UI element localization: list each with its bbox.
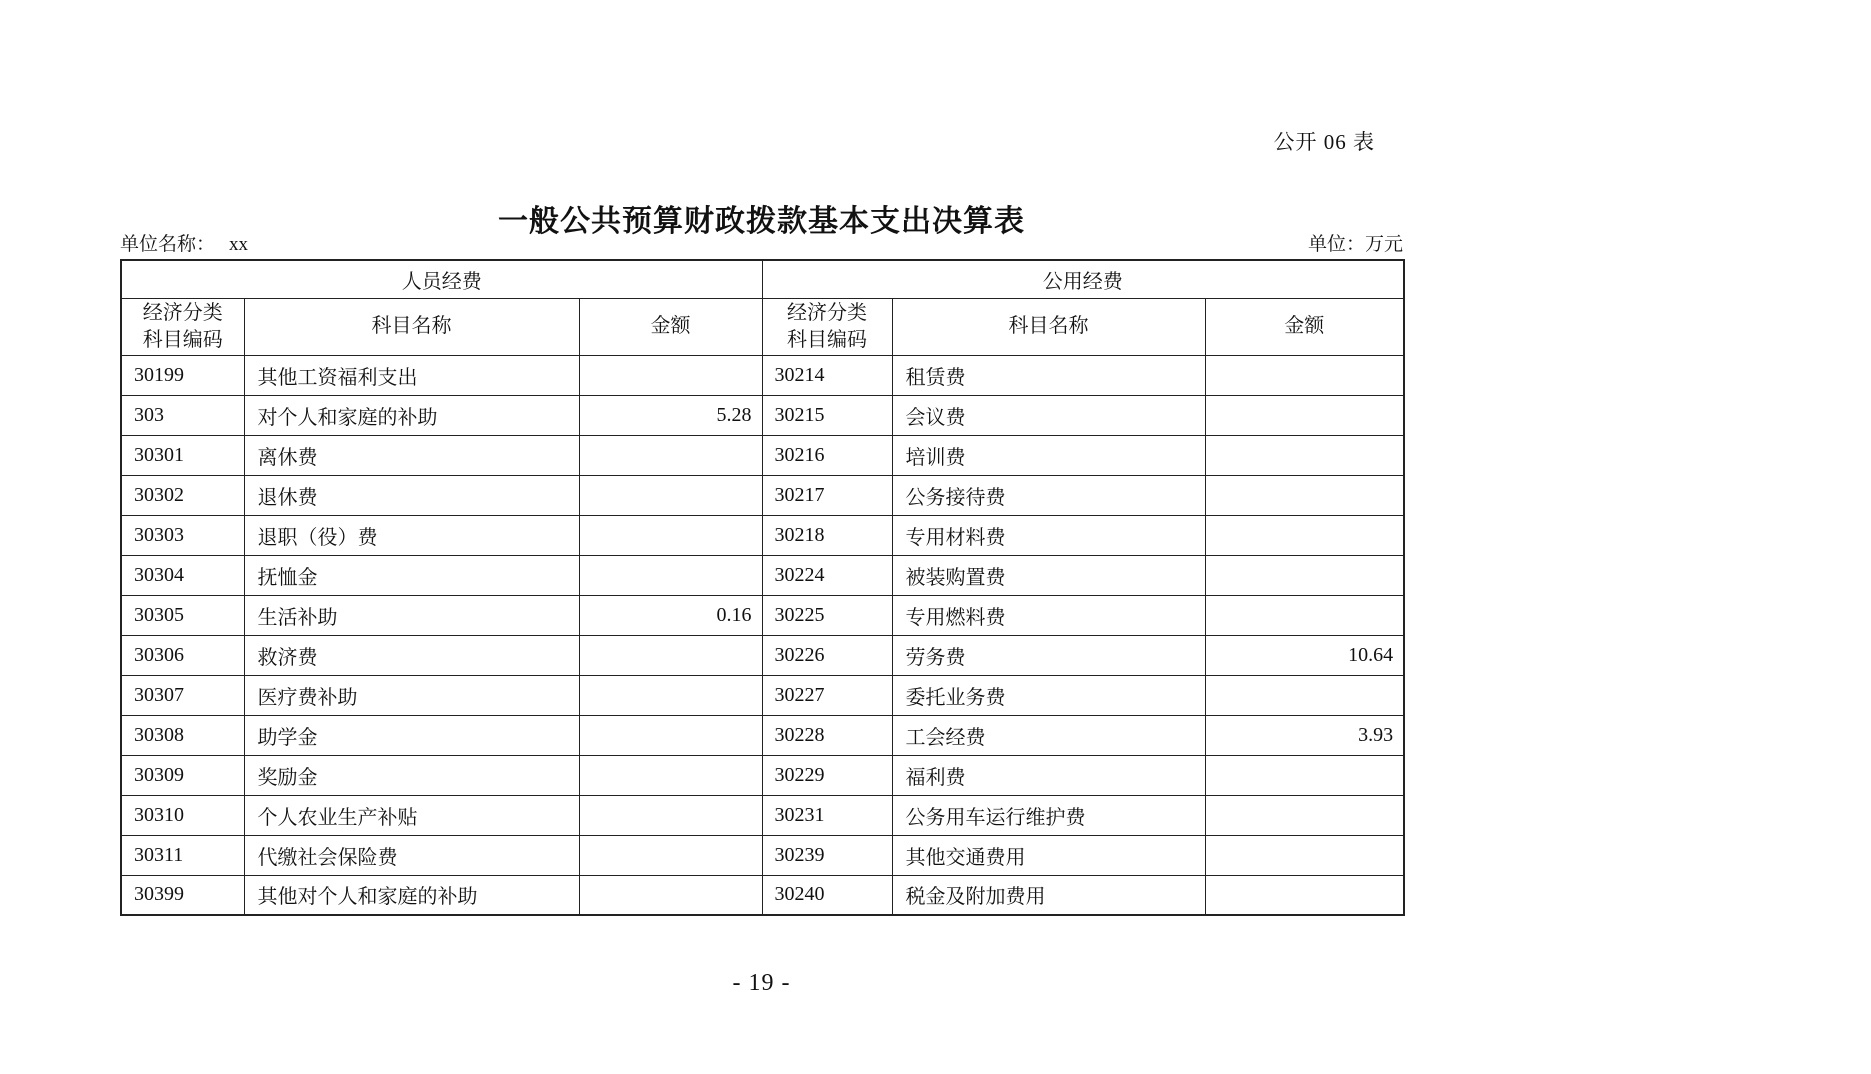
cell-code: 30226 — [762, 635, 892, 675]
cell-name: 专用燃料费 — [892, 595, 1205, 635]
cell-code: 30217 — [762, 475, 892, 515]
cell-amount — [579, 555, 762, 595]
cell-name: 救济费 — [244, 635, 579, 675]
page-number: - 19 - — [732, 970, 791, 996]
cell-code: 30307 — [121, 675, 244, 715]
cell-amount — [579, 435, 762, 475]
unit-name — [120, 229, 248, 256]
col-header-code-line2: 科目编码 — [142, 328, 223, 351]
cell-amount — [579, 635, 762, 675]
group-header-personnel: 人员经费 — [121, 260, 762, 298]
cell-name: 福利费 — [892, 755, 1205, 795]
page-title: 一般公共预算财政拨款基本支出决算表 — [498, 205, 1025, 238]
cell-code: 30214 — [762, 355, 892, 395]
cell-code: 30304 — [121, 555, 244, 595]
cell-amount — [1205, 595, 1404, 635]
cell-name: 公务用车运行维护费 — [892, 795, 1205, 835]
meta-row — [120, 229, 1403, 256]
col-header-name-right: 科目名称 — [892, 298, 1205, 355]
cell-amount — [1205, 555, 1404, 595]
cell-code: 30308 — [121, 715, 244, 755]
cell-amount: 3.93 — [1205, 715, 1404, 755]
cell-amount — [1205, 795, 1404, 835]
cell-name: 其他对个人和家庭的补助 — [244, 875, 579, 915]
table-row — [121, 395, 1404, 435]
cell-code: 303 — [121, 395, 244, 435]
cell-amount — [579, 875, 762, 915]
cell-code: 30216 — [762, 435, 892, 475]
cell-amount — [1205, 755, 1404, 795]
cell-name: 工会经费 — [892, 715, 1205, 755]
unit-label: 单位：万元 — [1307, 234, 1403, 255]
cell-amount — [1205, 875, 1404, 915]
cell-amount — [1205, 835, 1404, 875]
table-row — [121, 515, 1404, 555]
table-row — [121, 755, 1404, 795]
cell-amount: 5.28 — [579, 395, 762, 435]
cell-code: 30399 — [121, 875, 244, 915]
unit-name-value: xx — [229, 234, 249, 255]
col-header-name-left: 科目名称 — [244, 298, 579, 355]
cell-amount — [579, 475, 762, 515]
cell-name: 医疗费补助 — [244, 675, 579, 715]
cell-code: 30231 — [762, 795, 892, 835]
cell-name: 退职（役）费 — [244, 515, 579, 555]
cell-amount — [579, 515, 762, 555]
cell-code: 30306 — [121, 635, 244, 675]
cell-code: 30239 — [762, 835, 892, 875]
cell-name: 其他工资福利支出 — [244, 355, 579, 395]
cell-code: 30218 — [762, 515, 892, 555]
table-row — [121, 355, 1404, 395]
cell-code: 30302 — [121, 475, 244, 515]
cell-code: 30311 — [121, 835, 244, 875]
cell-name: 被装购置费 — [892, 555, 1205, 595]
cell-name: 公务接待费 — [892, 475, 1205, 515]
table-row — [121, 875, 1404, 915]
col-header-code-left — [121, 298, 244, 355]
cell-code: 30305 — [121, 595, 244, 635]
cell-amount — [1205, 675, 1404, 715]
col-header-code-line1: 经济分类 — [787, 301, 868, 324]
table-row — [121, 475, 1404, 515]
cell-code: 30199 — [121, 355, 244, 395]
cell-code: 30228 — [762, 715, 892, 755]
cell-amount — [1205, 355, 1404, 395]
cell-code: 30225 — [762, 595, 892, 635]
cell-name: 个人农业生产补贴 — [244, 795, 579, 835]
cell-name: 助学金 — [244, 715, 579, 755]
col-header-amount-right: 金额 — [1205, 298, 1404, 355]
cell-name: 离休费 — [244, 435, 579, 475]
cell-name: 专用材料费 — [892, 515, 1205, 555]
group-header-public: 公用经费 — [762, 260, 1404, 298]
cell-code: 30215 — [762, 395, 892, 435]
col-header-code-right — [762, 298, 892, 355]
column-header-row — [121, 298, 1404, 355]
cell-code: 30229 — [762, 755, 892, 795]
col-header-amount-left: 金额 — [579, 298, 762, 355]
table-row — [121, 555, 1404, 595]
table-row — [121, 635, 1404, 675]
cell-name: 租赁费 — [892, 355, 1205, 395]
cell-amount — [579, 795, 762, 835]
cell-code: 30224 — [762, 555, 892, 595]
cell-code: 30310 — [121, 795, 244, 835]
table-row — [121, 835, 1404, 875]
cell-amount — [1205, 395, 1404, 435]
cell-name: 培训费 — [892, 435, 1205, 475]
cell-name: 对个人和家庭的补助 — [244, 395, 579, 435]
table-body — [121, 355, 1404, 915]
cell-amount — [579, 355, 762, 395]
cell-code: 30240 — [762, 875, 892, 915]
table-row — [121, 795, 1404, 835]
cell-name: 委托业务费 — [892, 675, 1205, 715]
cell-name: 退休费 — [244, 475, 579, 515]
col-header-code-line1: 经济分类 — [142, 301, 223, 324]
cell-amount: 0.16 — [579, 595, 762, 635]
cell-name: 抚恤金 — [244, 555, 579, 595]
table-row — [121, 715, 1404, 755]
unit-name-label: 单位名称： — [120, 234, 216, 255]
form-code-label: 公开 06 表 — [1273, 130, 1375, 154]
cell-code: 30309 — [121, 755, 244, 795]
cell-name: 奖励金 — [244, 755, 579, 795]
cell-name: 代缴社会保险费 — [244, 835, 579, 875]
cell-name: 生活补助 — [244, 595, 579, 635]
cell-amount — [579, 755, 762, 795]
cell-amount — [1205, 435, 1404, 475]
table-row — [121, 675, 1404, 715]
cell-name: 劳务费 — [892, 635, 1205, 675]
cell-name: 税金及附加费用 — [892, 875, 1205, 915]
cell-code: 30303 — [121, 515, 244, 555]
table-row — [121, 435, 1404, 475]
cell-amount — [579, 715, 762, 755]
cell-code: 30301 — [121, 435, 244, 475]
document-page — [120, 0, 1403, 1074]
cell-amount — [579, 835, 762, 875]
cell-code: 30227 — [762, 675, 892, 715]
col-header-code-line2: 科目编码 — [787, 328, 868, 351]
cell-amount — [1205, 515, 1404, 555]
expenditure-table — [120, 259, 1405, 916]
cell-amount — [1205, 475, 1404, 515]
table-row — [121, 595, 1404, 635]
cell-name: 其他交通费用 — [892, 835, 1205, 875]
group-header-row — [121, 260, 1404, 298]
cell-amount — [579, 675, 762, 715]
cell-amount: 10.64 — [1205, 635, 1404, 675]
cell-name: 会议费 — [892, 395, 1205, 435]
